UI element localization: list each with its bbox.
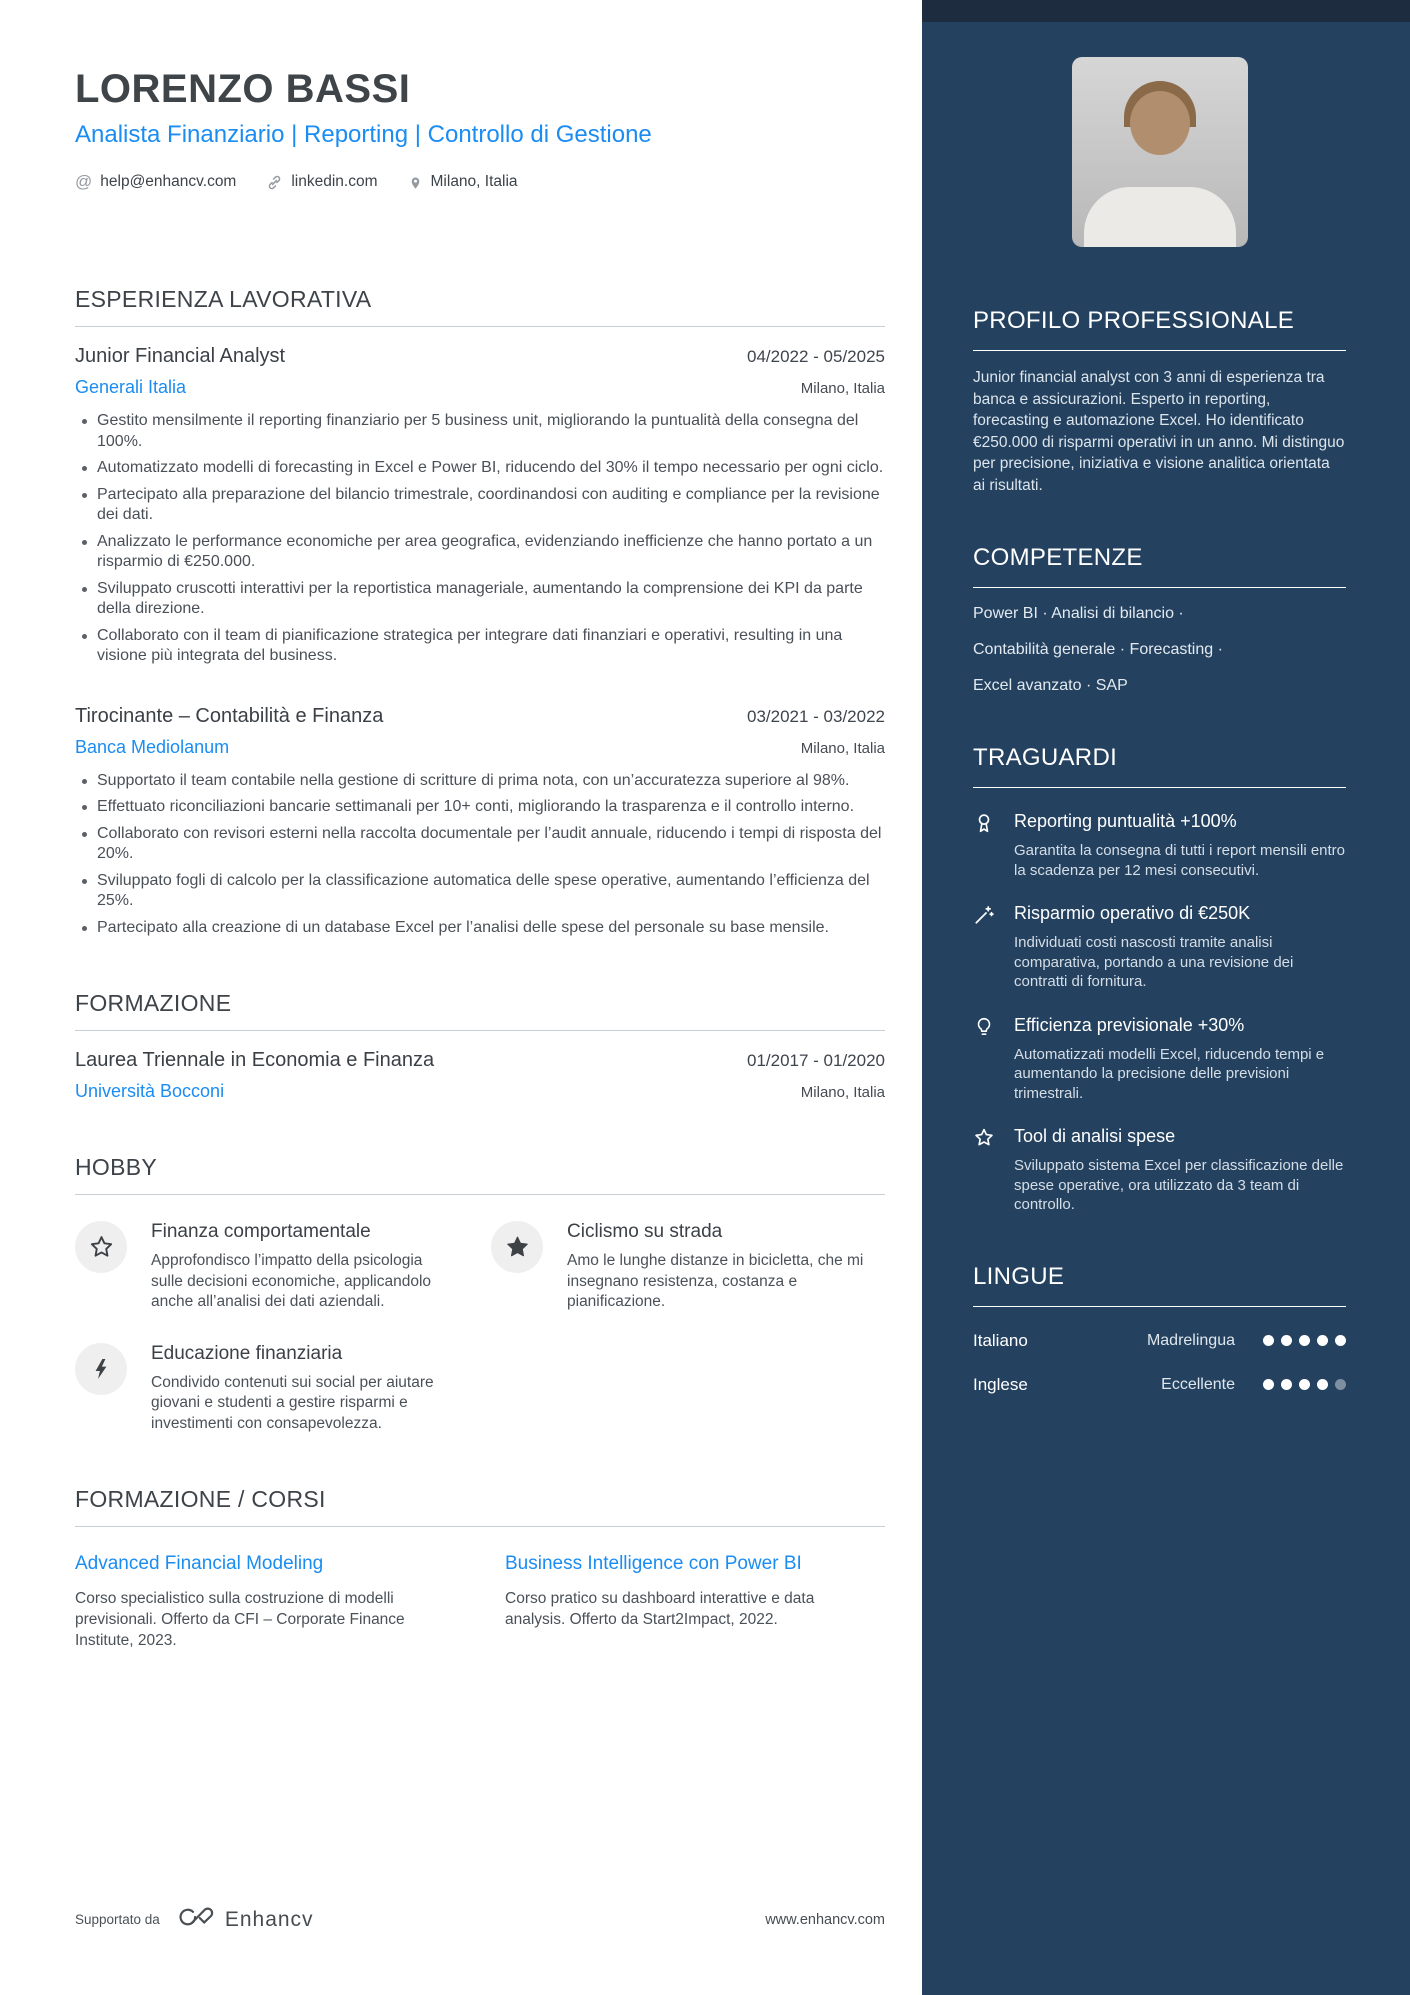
job-title: Tirocinante – Contabilità e Finanza: [75, 704, 384, 727]
hobby-item: [75, 1343, 439, 1435]
achievement-text: Sviluppato sistema Excel per classificazione delle spese operative, ora utilizzato da 3 team di controllo.: [1014, 1157, 1344, 1213]
skill-line: Contabilità generale · Forecasting ·: [973, 641, 1223, 658]
at-icon: @: [75, 172, 93, 191]
course-text: Corso specialistico sulla costruzione di modelli previsionali. Offerto da CFI – Corporate Finance Institute, 2023.: [75, 1590, 405, 1649]
hobby-text: Condivido contenuti sui social per aiutare giovani e studenti a gestire risparmi e investimenti con consapevolezza.: [151, 1373, 434, 1432]
bullet: Analizzato le performance economiche per area geografica, evidenziando inefficienze che hanno portato a un risparmio di €250.000.: [75, 532, 885, 573]
achievement-item: [973, 902, 1346, 992]
company-name: Generali Italia: [75, 377, 187, 397]
section-education: [75, 990, 885, 1102]
job-location: Milano, Italia: [800, 380, 885, 397]
linkedin-text: linkedin.com: [291, 173, 378, 190]
level-dot: [1317, 1379, 1328, 1390]
experience-heading: ESPERIENZA LAVORATIVA: [75, 286, 885, 327]
level-dot: [1299, 1335, 1310, 1346]
job-dates: 04/2022 - 05/2025: [746, 347, 885, 366]
education-entry: [75, 1049, 885, 1102]
magic-wand-icon: [973, 902, 997, 992]
job-bullets: [75, 411, 885, 667]
languages-heading: LINGUE: [973, 1261, 1346, 1307]
achievement-text: Garantita la consegna di tutti i report mensili entro la scadenza per 12 mesi consecutivi.: [1014, 842, 1346, 879]
level-dot: [1335, 1379, 1346, 1390]
header: [75, 66, 885, 192]
language-row: [973, 1331, 1346, 1351]
language-level: Eccellente: [1161, 1375, 1235, 1393]
degree-title: Laurea Triennale in Economia e Finanza: [75, 1049, 435, 1071]
bullet: Collaborato con il team di pianificazione strategica per integrare dati finanziari e operativi, resulting in una visione più integrata del business.: [75, 626, 885, 667]
sidebar-section-profile: [973, 305, 1346, 496]
job-entry: [75, 345, 885, 667]
location-item: [408, 173, 518, 191]
achievements-heading: TRAGUARDI: [973, 742, 1346, 788]
bullet: Effettuato riconciliazioni bancarie settimanali per 10+ conti, migliorando la trasparenza e il controllo interno.: [75, 797, 885, 818]
job-title: Junior Financial Analyst: [75, 345, 286, 367]
email-text: help@enhancv.com: [100, 173, 237, 190]
level-dot: [1335, 1335, 1346, 1346]
bullet: Sviluppato fogli di calcolo per la classificazione automatica delle spese operative, aumentando l’efficienza del 25%.: [75, 871, 885, 912]
language-dots: [1263, 1379, 1346, 1390]
hobby-text: Approfondisco l’impatto della psicologia sulle decisioni economiche, applicandolo anche all’analisi dei dati aziendali.: [151, 1252, 432, 1310]
bullet: Gestito mensilmente il reporting finanziario per 5 business unit, migliorando la puntualità della consegna del 100%.: [75, 411, 885, 452]
achievement-text: Automatizzati modelli Excel, riducendo tempi e aumentando la precisione delle previsioni trimestrali.: [1014, 1045, 1325, 1102]
sidebar-section-languages: [973, 1261, 1346, 1395]
contact-row: [75, 172, 885, 192]
avatar-shirt: [1084, 187, 1236, 247]
level-dot: [1281, 1379, 1292, 1390]
sidebar: [922, 0, 1410, 1995]
enhancv-logo-icon: [176, 1904, 216, 1935]
job-bullets: [75, 771, 885, 939]
hobby-title: Finanza comportamentale: [151, 1221, 371, 1242]
language-name: Inglese: [973, 1374, 1028, 1394]
language-name: Italiano: [973, 1330, 1028, 1350]
hobby-title: Educazione finanziaria: [151, 1342, 343, 1364]
section-experience: [75, 286, 885, 938]
achievement-item: [973, 1014, 1346, 1104]
candidate-name: LORENZO BASSI: [75, 67, 411, 111]
course-text: Corso pratico su dashboard interattive e data analysis. Offerto da Start2Impact, 2022.: [505, 1590, 815, 1628]
linkedin-link[interactable]: [266, 173, 377, 191]
language-row: [973, 1375, 1346, 1395]
section-courses: [75, 1486, 885, 1651]
degree-dates: 01/2017 - 01/2020: [746, 1051, 885, 1070]
bullet: Partecipato alla creazione di un database Excel per l’analisi delle spese del personale su base mensile.: [75, 918, 885, 939]
level-dot: [1281, 1335, 1292, 1346]
course-title: Business Intelligence con Power BI: [505, 1553, 802, 1574]
location-text: Milano, Italia: [430, 173, 518, 190]
achievement-title: Tool di analisi spese: [1014, 1126, 1176, 1146]
hobby-title: Ciclismo su strada: [567, 1221, 723, 1242]
website-link[interactable]: www.enhancv.com: [765, 1911, 885, 1928]
hobby-item: [75, 1221, 439, 1313]
location-pin-icon: [408, 174, 423, 191]
courses-heading: FORMAZIONE / CORSI: [75, 1486, 885, 1527]
sidebar-section-skills: [973, 542, 1346, 696]
profile-heading: PROFILO PROFESSIONALE: [973, 305, 1346, 351]
bullet: Collaborato con revisori esterni nella raccolta documentale per l’audit annuale, riducendo i tempi di risposta del 20%.: [75, 824, 885, 865]
lightning-icon: [75, 1343, 127, 1395]
profile-text: Junior financial analyst con 3 anni di esperienza tra banca e assicurazioni. Esperto in reporting, forecasting e automazione Excel. Ho identificato €250.000 di risparmi operativi in un anno. Mi distinguo per precisione, iniziativa e visione analitica orientata ai risultati.: [973, 369, 1345, 494]
company-name: Banca Mediolanum: [75, 736, 230, 757]
job-entry: [75, 705, 885, 939]
language-dots: [1263, 1335, 1346, 1346]
avatar-head: [1130, 91, 1190, 155]
medal-icon: [973, 810, 997, 880]
star-filled-icon: [491, 1221, 543, 1273]
bullet: Sviluppato cruscotti interattivi per la reportistica manageriale, aumentando la comprensione dei KPI da parte della direzione.: [75, 579, 885, 620]
language-level: Madrelingua: [1146, 1331, 1235, 1349]
job-dates: 03/2021 - 03/2022: [746, 706, 885, 726]
bullet: Partecipato alla preparazione del bilancio trimestrale, coordinandosi con auditing e compliance per la revisione dei dati.: [75, 485, 885, 526]
bullet: Automatizzato modelli di forecasting in Excel e Power BI, riducendo del 30% il tempo necessario per ogni ciclo.: [75, 458, 885, 479]
star-outline-icon: [75, 1221, 127, 1273]
sidebar-top-strip: [922, 0, 1410, 22]
achievement-title: Reporting puntualità +100%: [1014, 811, 1237, 831]
profile-photo: [1072, 57, 1248, 247]
level-dot: [1299, 1379, 1310, 1390]
level-dot: [1263, 1379, 1274, 1390]
education-heading: FORMAZIONE: [75, 990, 885, 1031]
achievement-item: [973, 810, 1346, 880]
achievement-title: Efficienza previsionale +30%: [1014, 1014, 1245, 1035]
link-icon: [266, 174, 283, 191]
lightbulb-icon: [973, 1014, 997, 1104]
email-link[interactable]: [75, 172, 236, 192]
school-name: Università Bocconi: [75, 1081, 225, 1101]
achievement-title: Risparmio operativo di €250K: [1014, 903, 1251, 923]
course-title: Advanced Financial Modeling: [75, 1553, 324, 1574]
section-hobby: [75, 1154, 885, 1434]
star-icon: [973, 1125, 997, 1215]
candidate-headline: Analista Finanziario | Reporting | Controllo di Gestione: [75, 121, 652, 148]
sidebar-section-achievements: [973, 742, 1346, 1215]
footer: [75, 1904, 885, 1935]
course-item: [75, 1551, 435, 1651]
achievement-text: Individuati costi nascosti tramite analisi comparativa, portando a una revisione dei contratti di fornitura.: [1014, 934, 1294, 990]
level-dot: [1317, 1335, 1328, 1346]
hobby-text: Amo le lunghe distanze in bicicletta, che mi insegnano resistenza, costanza e pianificazione.: [567, 1252, 864, 1310]
hobby-heading: HOBBY: [75, 1154, 885, 1195]
course-item: [505, 1551, 835, 1651]
school-location: Milano, Italia: [800, 1084, 885, 1101]
level-dot: [1263, 1335, 1274, 1346]
enhancv-wordmark: Enhancv: [224, 1907, 314, 1931]
achievement-item: [973, 1125, 1346, 1215]
skill-line: Power BI · Analisi di bilancio ·: [973, 605, 1184, 622]
hobby-item: [491, 1221, 885, 1313]
skill-line: Excel avanzato · SAP: [973, 677, 1128, 694]
bullet: Supportato il team contabile nella gestione di scritture di prima nota, con un’accuratezza superiore al 98%.: [75, 771, 885, 792]
skills-heading: COMPETENZE: [973, 542, 1346, 588]
powered-by-label: Supportato da: [75, 1912, 160, 1927]
job-location: Milano, Italia: [800, 739, 885, 757]
